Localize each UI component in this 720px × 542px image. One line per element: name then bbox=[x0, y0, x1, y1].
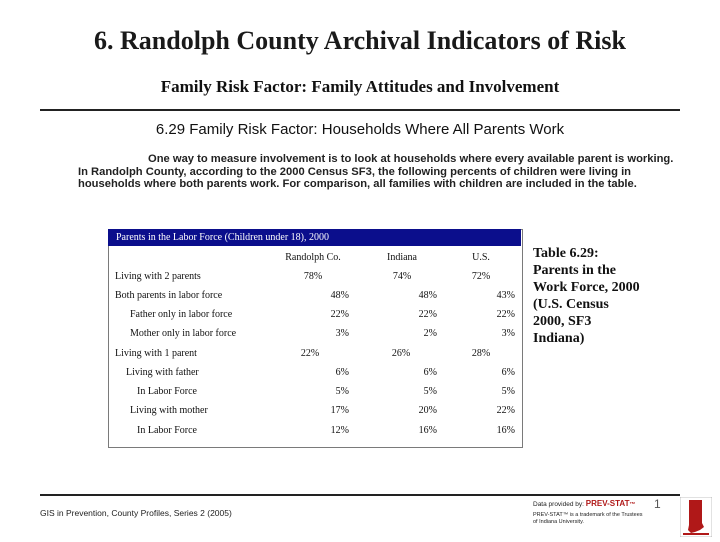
table-cell: 22% bbox=[496, 309, 515, 320]
prevstat-brand: PREV-STAT bbox=[585, 499, 630, 508]
provided-by-text: Data provided by: bbox=[533, 501, 584, 508]
table-cell: 3% bbox=[501, 328, 515, 339]
table-cell: 28% bbox=[471, 348, 491, 359]
table-cell: 43% bbox=[496, 290, 515, 301]
table-cell: 6% bbox=[335, 367, 349, 378]
table-cell: 16% bbox=[496, 425, 515, 436]
table-cell: 20% bbox=[418, 405, 437, 416]
table-cell: 2% bbox=[423, 328, 437, 339]
table-cell: 74% bbox=[392, 271, 412, 282]
table-cell: 6% bbox=[423, 367, 437, 378]
table-header: Parents in the Labor Force (Children under 18), 2000 bbox=[108, 229, 521, 246]
table-cell: 22% bbox=[300, 348, 320, 359]
table-cell: 22% bbox=[496, 405, 515, 416]
table-cell: 17% bbox=[330, 405, 349, 416]
top-divider bbox=[40, 109, 680, 111]
table-cell: 78% bbox=[303, 271, 323, 282]
table-row-label: Living with 2 parents bbox=[115, 271, 201, 282]
body-paragraph: One way to measure involvement is to look at households where every available parent is working. In Randolph County, according to the 2000 Census SF3, the following percents of children were living in households where both parents work. For comparison, all families with children are included in the table. bbox=[78, 153, 674, 191]
table-row-label: Living with 1 parent bbox=[115, 348, 197, 359]
page-number: 1 bbox=[654, 497, 661, 511]
table-cell: 22% bbox=[330, 309, 349, 320]
page-title: 6. Randolph County Archival Indicators of Risk bbox=[94, 26, 626, 55]
table-cell: 48% bbox=[330, 290, 349, 301]
table-row-label: Father only in labor force bbox=[130, 309, 233, 320]
table-row-label: In Labor Force bbox=[137, 386, 197, 397]
section-heading: 6.29 Family Risk Factor: Households Where All Parents Work bbox=[155, 121, 565, 138]
page-subtitle: Family Risk Factor: Family Attitudes and Involvement bbox=[160, 77, 560, 96]
table-row-label: Both parents in labor force bbox=[115, 290, 223, 301]
table-row-label: Living with father bbox=[126, 367, 199, 378]
table-cell: 5% bbox=[335, 386, 349, 397]
footer-series-label: GIS in Prevention, County Profiles, Series 2 (2005) bbox=[40, 508, 232, 518]
table-cell: 12% bbox=[330, 425, 349, 436]
table-cell: 22% bbox=[418, 309, 437, 320]
column-header-randolph: Randolph Co. bbox=[285, 252, 341, 263]
table-cell: 48% bbox=[418, 290, 437, 301]
table-row-label: Living with mother bbox=[130, 405, 208, 416]
table-row-label: Mother only in labor force bbox=[130, 328, 237, 339]
trademark-note: PREV-STAT™ is a trademark of the Trustees of Indiana University. bbox=[533, 512, 643, 525]
table-cell: 5% bbox=[501, 386, 515, 397]
table-cell: 26% bbox=[391, 348, 411, 359]
column-header-us: U.S. bbox=[472, 252, 490, 263]
table-caption: Table 6.29: Parents in the Work Force, 2000 (U.S. Census 2000, SF3 Indiana) bbox=[533, 246, 640, 346]
table-cell: 6% bbox=[501, 367, 515, 378]
table-cell: 72% bbox=[471, 271, 491, 282]
indiana-map-icon bbox=[680, 497, 712, 542]
data-provided-label: Data provided by: PREV-STAT™ bbox=[533, 499, 636, 508]
column-header-indiana: Indiana bbox=[387, 252, 417, 263]
table-cell: 5% bbox=[423, 386, 437, 397]
table-cell: 16% bbox=[418, 425, 437, 436]
table-row-label: In Labor Force bbox=[137, 425, 197, 436]
table-cell: 3% bbox=[335, 328, 349, 339]
